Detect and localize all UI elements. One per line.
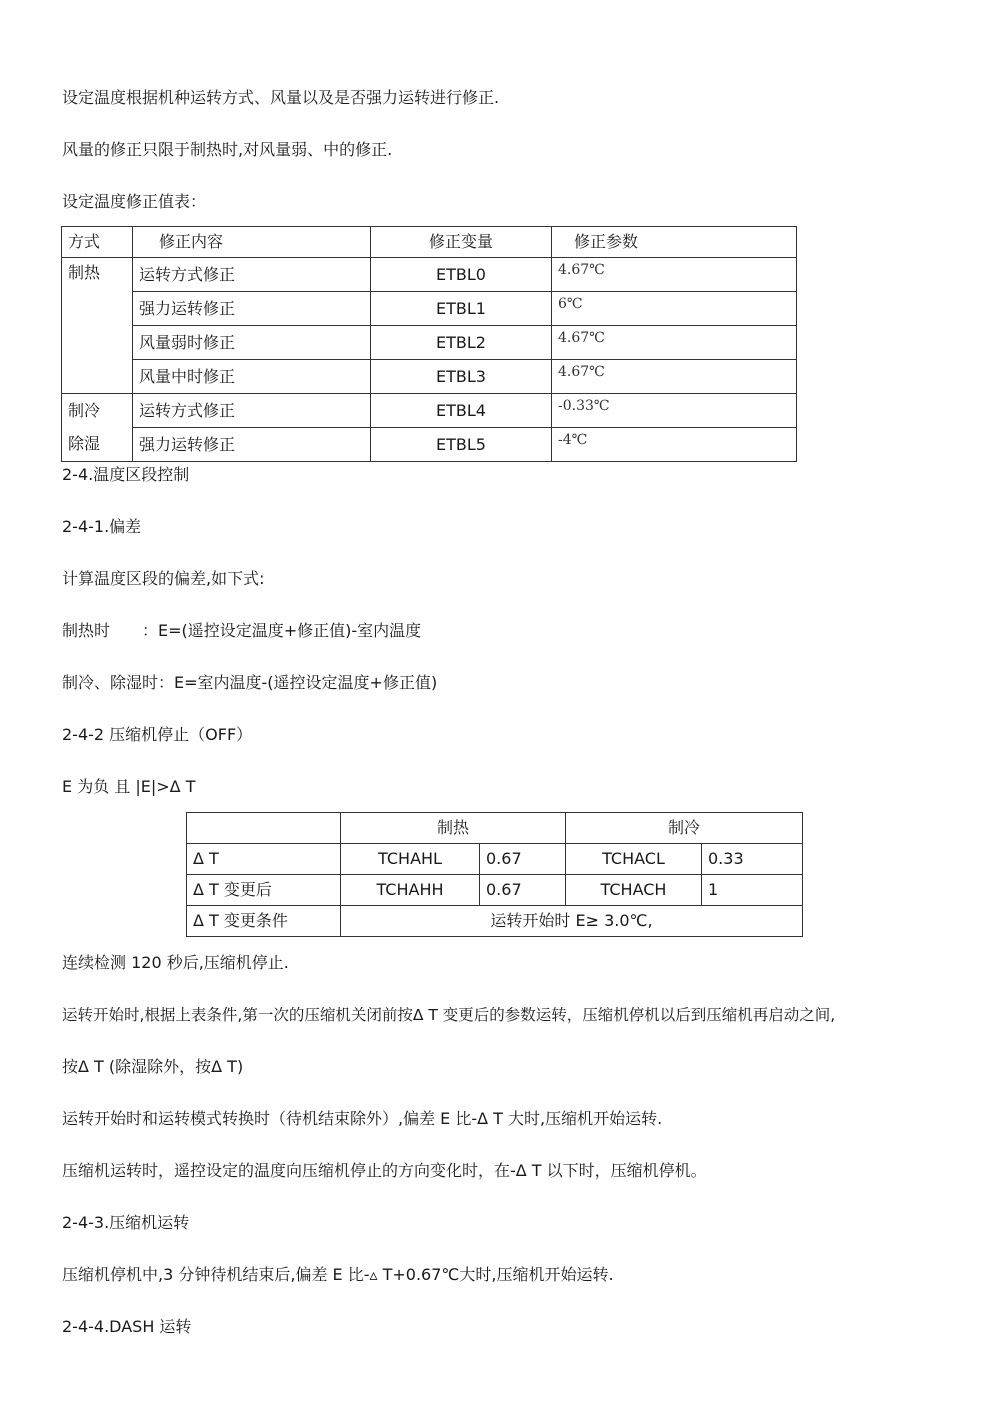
heating-variable: TCHAHH xyxy=(341,875,480,906)
header-parameter: 修正参数 xyxy=(552,227,797,258)
header-mode: 方式 xyxy=(62,227,133,258)
row-value: 4.67℃ xyxy=(552,326,797,360)
row-value: -4℃ xyxy=(552,428,797,462)
section-heading: 2-4-2 压缩机停止（OFF） xyxy=(62,725,253,744)
row-value: 4.67℃ xyxy=(552,360,797,394)
table-row xyxy=(187,844,803,875)
paragraph: 运转开始时和运转模式转换时（待机结束除外）,偏差 E 比-Δ T 大时,压缩机开始运转. xyxy=(62,1109,663,1128)
section-heading: 2-4-4.DASH 运转 xyxy=(62,1317,192,1336)
table-row xyxy=(62,326,797,360)
row-label: Δ T xyxy=(187,844,341,875)
table-header-row xyxy=(62,227,797,258)
paragraph: 连续检测 120 秒后,压缩机停止. xyxy=(62,953,289,972)
intro-line-1: 设定温度根据机种运转方式、风量以及是否强力运转进行修正. xyxy=(62,88,500,107)
row-variable: ETBL1 xyxy=(371,292,552,326)
group-heating: 制热 xyxy=(62,258,133,394)
row-variable: ETBL0 xyxy=(371,258,552,292)
correction-table xyxy=(61,226,797,462)
paragraph: 压缩机停机中,3 分钟待机结束后,偏差 E 比-▵ T+0.67℃大时,压缩机开始运转. xyxy=(62,1265,614,1284)
row-value: 6℃ xyxy=(552,292,797,326)
header-content: 修正内容 xyxy=(133,227,371,258)
group-cooling: 制冷 xyxy=(62,394,133,428)
row-variable: ETBL4 xyxy=(371,394,552,428)
paragraph: 运转开始时,根据上表条件,第一次的压缩机关闭前按Δ T 变更后的参数运转，压缩机停机以后到压缩机再启动之间, xyxy=(62,1006,836,1024)
row-item: 风量弱时修正 xyxy=(133,326,371,360)
heating-variable: TCHAHL xyxy=(341,844,480,875)
row-variable: ETBL2 xyxy=(371,326,552,360)
paragraph: E 为负 且 |E|>Δ T xyxy=(62,777,196,796)
paragraph: 按Δ T (除湿除外，按Δ T) xyxy=(62,1057,244,1076)
paragraph: 压缩机运转时，遥控设定的温度向压缩机停止的方向变化时，在-Δ T 以下时，压缩机停机。 xyxy=(62,1161,707,1180)
row-label: Δ T 变更后 xyxy=(187,875,341,906)
row-value: -0.33℃ xyxy=(552,394,797,428)
condition-value: 运转开始时 E≥ 3.0℃, xyxy=(341,906,803,937)
paragraph: 计算温度区段的偏差,如下式: xyxy=(62,569,265,588)
section-heading: 2-4-1.偏差 xyxy=(62,517,142,536)
row-item: 风量中时修正 xyxy=(133,360,371,394)
header-heating: 制热 xyxy=(341,813,566,844)
row-item: 强力运转修正 xyxy=(133,428,371,462)
section-heading: 2-4-3.压缩机运转 xyxy=(62,1213,190,1232)
formula-cooling: 制冷、除湿时：E=室内温度-(遥控设定温度+修正值) xyxy=(62,673,438,692)
table-row xyxy=(62,292,797,326)
row-value: 4.67℃ xyxy=(552,258,797,292)
row-label: Δ T 变更条件 xyxy=(187,906,341,937)
delta-t-table xyxy=(186,812,803,937)
heating-value: 0.67 xyxy=(480,844,566,875)
table1-caption: 设定温度修正值表： xyxy=(62,192,207,211)
cooling-variable: TCHACH xyxy=(566,875,702,906)
table-row xyxy=(62,428,797,462)
header-cooling: 制冷 xyxy=(566,813,803,844)
table-row xyxy=(62,394,797,428)
table-row xyxy=(187,906,803,937)
row-variable: ETBL3 xyxy=(371,360,552,394)
table-header-row xyxy=(187,813,803,844)
heating-value: 0.67 xyxy=(480,875,566,906)
header-empty xyxy=(187,813,341,844)
row-item: 运转方式修正 xyxy=(133,258,371,292)
row-item: 运转方式修正 xyxy=(133,394,371,428)
row-variable: ETBL5 xyxy=(371,428,552,462)
cooling-value: 0.33 xyxy=(702,844,803,875)
table-row xyxy=(187,875,803,906)
table-row xyxy=(62,360,797,394)
row-item: 强力运转修正 xyxy=(133,292,371,326)
section-heading: 2-4.温度区段控制 xyxy=(62,465,190,484)
header-variable: 修正变量 xyxy=(371,227,552,258)
intro-line-2: 风量的修正只限于制热时,对风量弱、中的修正. xyxy=(62,140,393,159)
cooling-variable: TCHACL xyxy=(566,844,702,875)
cooling-value: 1 xyxy=(702,875,803,906)
table-row xyxy=(62,258,797,292)
formula-heating: 制热时 ：E=(遥控设定温度+修正值)-室内温度 xyxy=(62,621,422,640)
group-dehumidify: 除湿 xyxy=(62,428,133,462)
